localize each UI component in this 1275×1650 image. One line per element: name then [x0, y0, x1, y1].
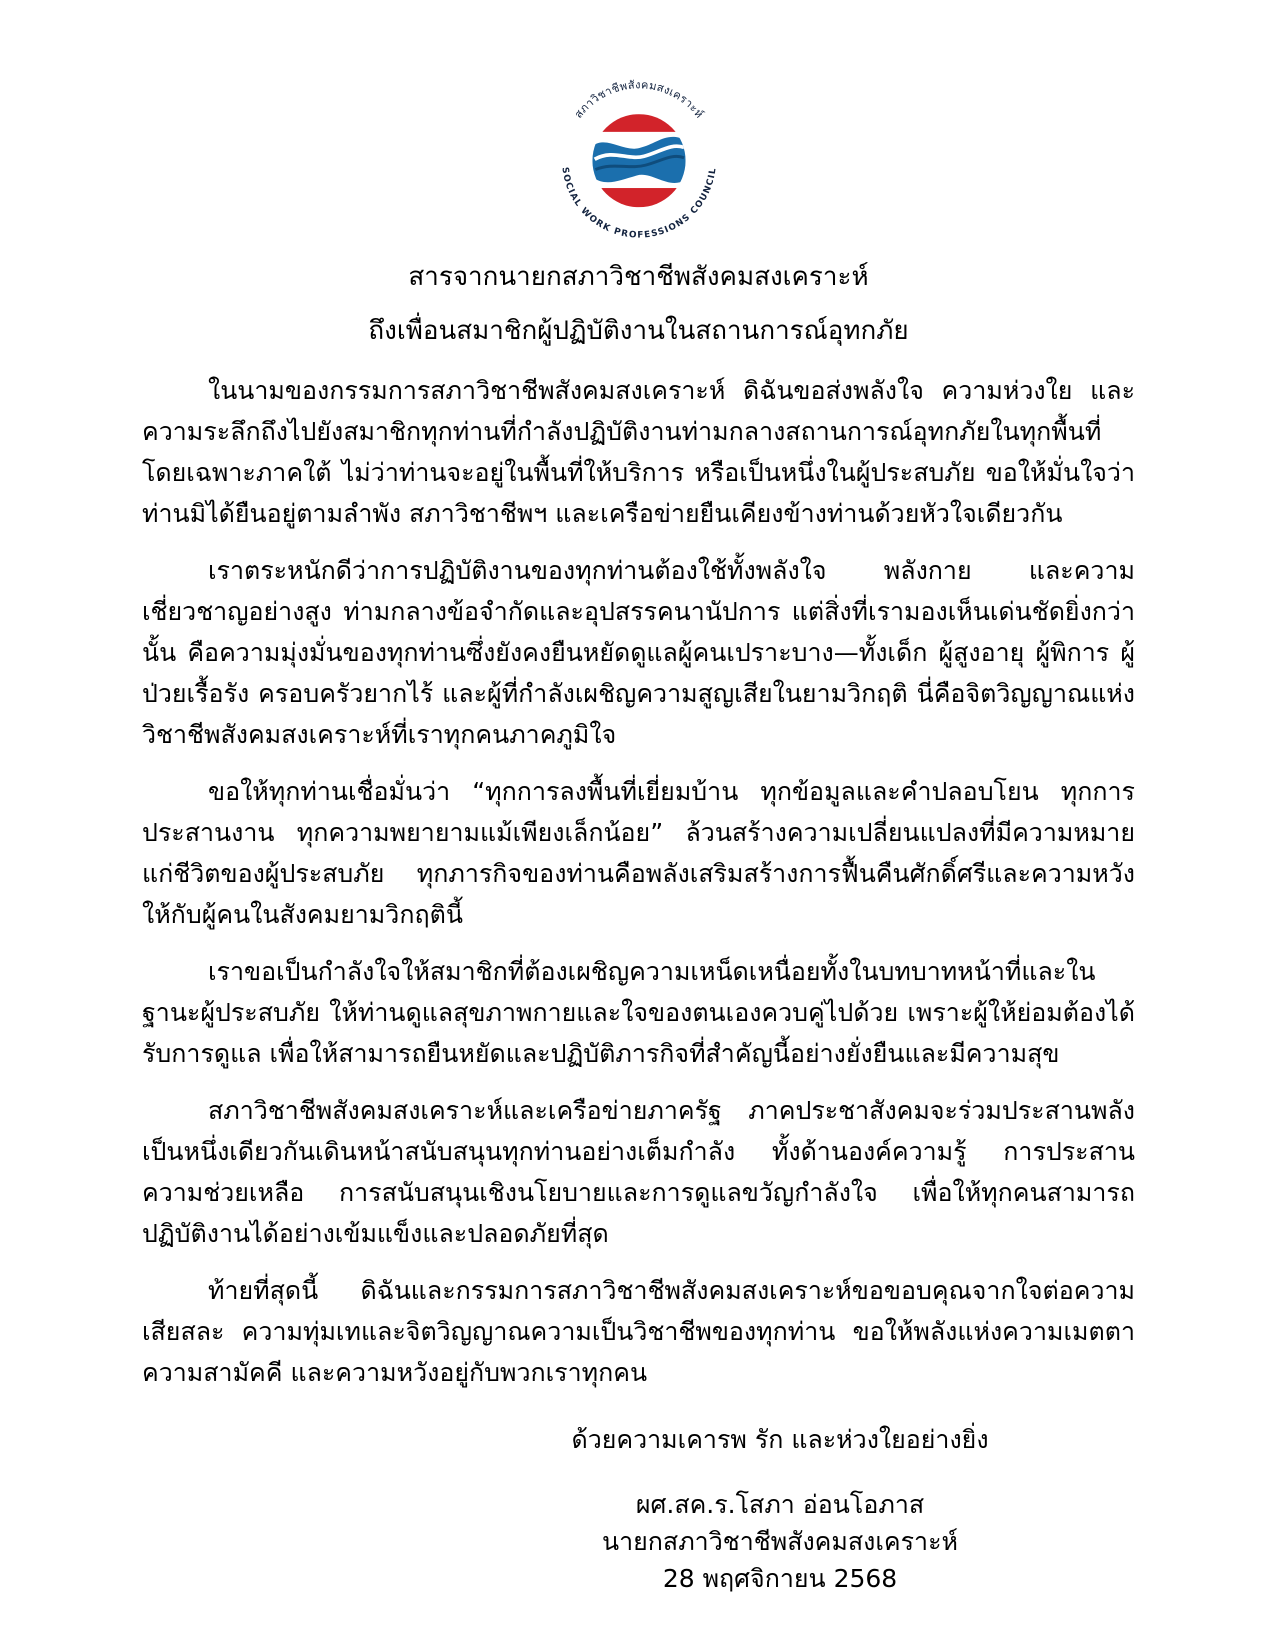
letter-subtitle: ถึงเพื่อนสมาชิกผู้ปฏิบัติงานในสถานการณ์อุทกภัย: [368, 316, 909, 346]
closing-block: [540, 1421, 1020, 1597]
council-logo: [550, 72, 728, 242]
flag-circle: [590, 114, 686, 207]
logo-container: [142, 72, 1135, 246]
logo-bottom-text: SOCIAL WORK PROFESSIONS COUNCIL: [558, 166, 719, 241]
letter-paragraph-2: เราตระหนักดีว่าการปฏิบัติงานของทุกท่านต้องใช้ทั้งพลังใจ พลังกาย และความเชี่ยวชาญอย่างสูง ท่ามกลางข้อจำกัดและอุปสรรคนานัปการ แต่สิ่งที่เรามองเห็นเด่นชัดยิ่งกว่านั้น คือความมุ่งมั่นของทุกท่านซึ่งยังคงยืนหยัดดูแลผู้คนเปราะบาง—ทั้งเด็ก ผู้สูงอายุ ผู้พิการ ผู้ป่วยเรื้อรัง ครอบครัวยากไร้ และผู้ที่กำลังเผชิญความสูญเสียในยามวิกฤติ นี่คือจิตวิญญาณแห่งวิชาชีพสังคมสงเคราะห์ที่เราทุกคนภาคภูมิใจ: [142, 556, 1135, 749]
closing-salutation: ด้วยความเคารพ รัก และห่วงใยอย่างยิ่ง: [571, 1425, 989, 1454]
letter-paragraph-5: สภาวิชาชีพสังคมสงเคราะห์และเครือข่ายภาครัฐ ภาคประชาสังคมจะร่วมประสานพลังเป็นหนึ่งเดียวกันเดินหน้าสนับสนุนทุกท่านอย่างเต็มกำลัง ทั้งด้านองค์ความรู้ การประสานความช่วยเหลือ การสนับสนุนเชิงนโยบายและการดูแลขวัญกำลังใจ เพื่อให้ทุกคนสามารถปฏิบัติงานได้อย่างเข้มแข็งและปลอดภัยที่สุด: [142, 1096, 1135, 1248]
signer-position: นายกสภาวิชาชีพสังคมสงเคราะห์: [602, 1527, 958, 1556]
letter-date: 28 พฤศจิกายน 2568: [662, 1564, 898, 1593]
letter-title: สารจากนายกสภาวิชาชีพสังคมสงเคราะห์: [408, 262, 869, 292]
signer-name: ผศ.สค.ร.โสภา อ่อนโอภาส: [635, 1490, 925, 1519]
letter-paragraph-6: ท้ายที่สุดนี้ ดิฉันและกรรมการสภาวิชาชีพสังคมสงเคราะห์ขอขอบคุณจากใจต่อความเสียสละ ความทุ่มเทและจิตวิญญาณความเป็นวิชาชีพของทุกท่าน ขอให้พลังแห่งความเมตตา ความสามัคคี และความหวังอยู่กับพวกเราทุกคน: [142, 1276, 1135, 1387]
letter-paragraph-3: ขอให้ทุกท่านเชื่อมั่นว่า “ทุกการลงพื้นที่เยี่ยมบ้าน ทุกข้อมูลและคำปลอบโยน ทุกการประสานงาน ทุกความพยายามแม้เพียงเล็กน้อย” ล้วนสร้างความเปลี่ยนแปลงที่มีความหมายแก่ชีวิตของผู้ประสบภัย ทุกภารกิจของท่านคือพลังเสริมสร้างการฟื้นคืนศักดิ์ศรีและความหวังให้กับผู้คนในสังคมยามวิกฤตินี้: [142, 777, 1135, 929]
letter-paragraph-1: ในนามของกรรมการสภาวิชาชีพสังคมสงเคราะห์ ดิฉันขอส่งพลังใจ ความห่วงใย และความระลึกถึงไปยังสมาชิกทุกท่านที่กำลังปฏิบัติงานท่ามกลางสถานการณ์อุทกภัยในทุกพื้นที่โดยเฉพาะภาคใต้ ไม่ว่าท่านจะอยู่ในพื้นที่ให้บริการ หรือเป็นหนึ่งในผู้ประสบภัย ขอให้มั่นใจว่าท่านมิได้ยืนอยู่ตามลำพัง สภาวิชาชีพฯ และเครือข่ายยืนเคียงข้างท่านด้วยหัวใจเดียวกัน: [142, 376, 1135, 528]
logo-top-text: สภาวิชาชีพสังคมสงเคราะห์: [571, 78, 706, 121]
letter-paragraph-4: เราขอเป็นกำลังใจให้สมาชิกที่ต้องเผชิญความเหน็ดเหนื่อยทั้งในบทบาทหน้าที่และในฐานะผู้ประสบภัย ให้ท่านดูแลสุขภาพกายและใจของตนเองควบคู่ไปด้วย เพราะผู้ให้ย่อมต้องได้รับการดูแล เพื่อให้สามารถยืนหยัดและปฏิบัติภารกิจที่สำคัญนี้อย่างยั่งยืนและมีความสุข: [142, 957, 1135, 1068]
